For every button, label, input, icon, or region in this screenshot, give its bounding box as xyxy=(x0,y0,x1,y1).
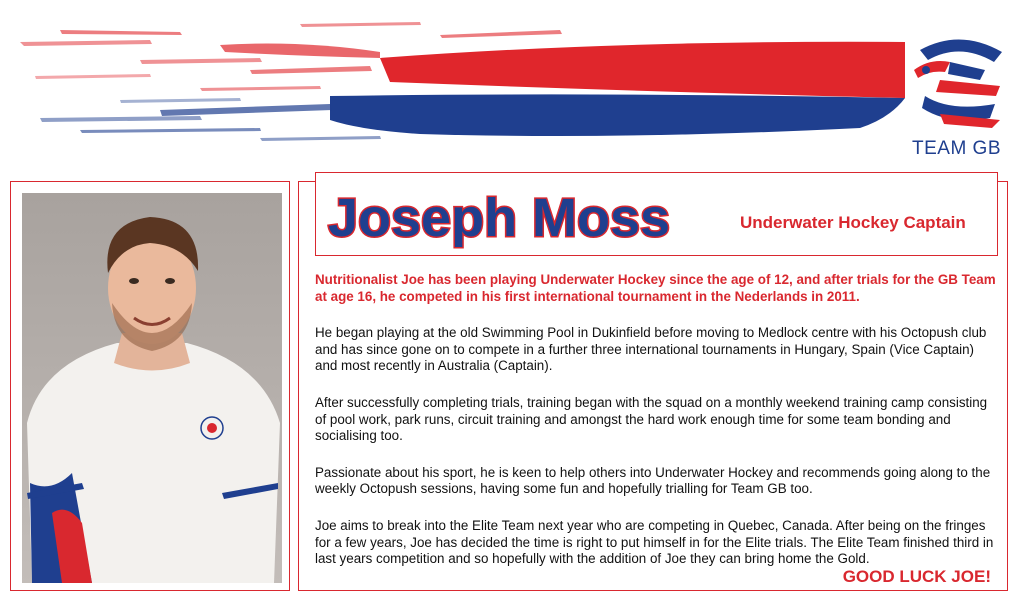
athlete-role: Underwater Hockey Captain xyxy=(740,213,966,232)
bio-paragraph: Passionate about his sport, he is keen to help others into Underwater Hockey and recommends going along to the weekly Octopush sessions, having some fun and hopefully trialling for Team GB too. xyxy=(315,464,991,497)
athlete-name xyxy=(318,180,738,250)
team-gb-lion-icon xyxy=(914,36,1006,128)
bio-lead-paragraph: Nutritionalist Joe has been playing Underwater Hockey since the age of 12, and after trials for the GB Team at age 16, he competed in his first international tournament in the Nederlands in 2011. xyxy=(315,272,996,304)
good-luck-message: GOOD LUCK JOE! xyxy=(842,567,991,586)
bio-paragraph: After successfully completing trials, training began with the squad on a monthly weekend training camp consisting of pool work, park runs, circuit training and amongst the hard work enough time for some team bonding and socialising too. xyxy=(315,394,988,444)
bio-paragraph: He began playing at the old Swimming Pool in Dukinfield before moving to Medlock centre with his Octopush club and has since gone on to compete in a further three international tournaments in Hungary, Spain (Vice Captain) and most recently in Australia (Captain). xyxy=(315,325,987,374)
bio-paragraph: Joe aims to break into the Elite Team next year who are competing in Quebec, Canada. After being on the fringes for a few years, Joe has decided the time is right to put himself in for the Elite trials. The Elite Team finished third in last years competition and so hopefully with the addition of Joe they can bring home the Gold. xyxy=(315,517,994,567)
team-gb-logo-text: TEAM GB xyxy=(912,138,1002,159)
biography xyxy=(315,272,998,588)
svg-text:Joseph Moss: Joseph Moss xyxy=(328,188,671,248)
brush-stroke-banner xyxy=(0,0,1024,170)
profile-photo xyxy=(22,193,282,583)
